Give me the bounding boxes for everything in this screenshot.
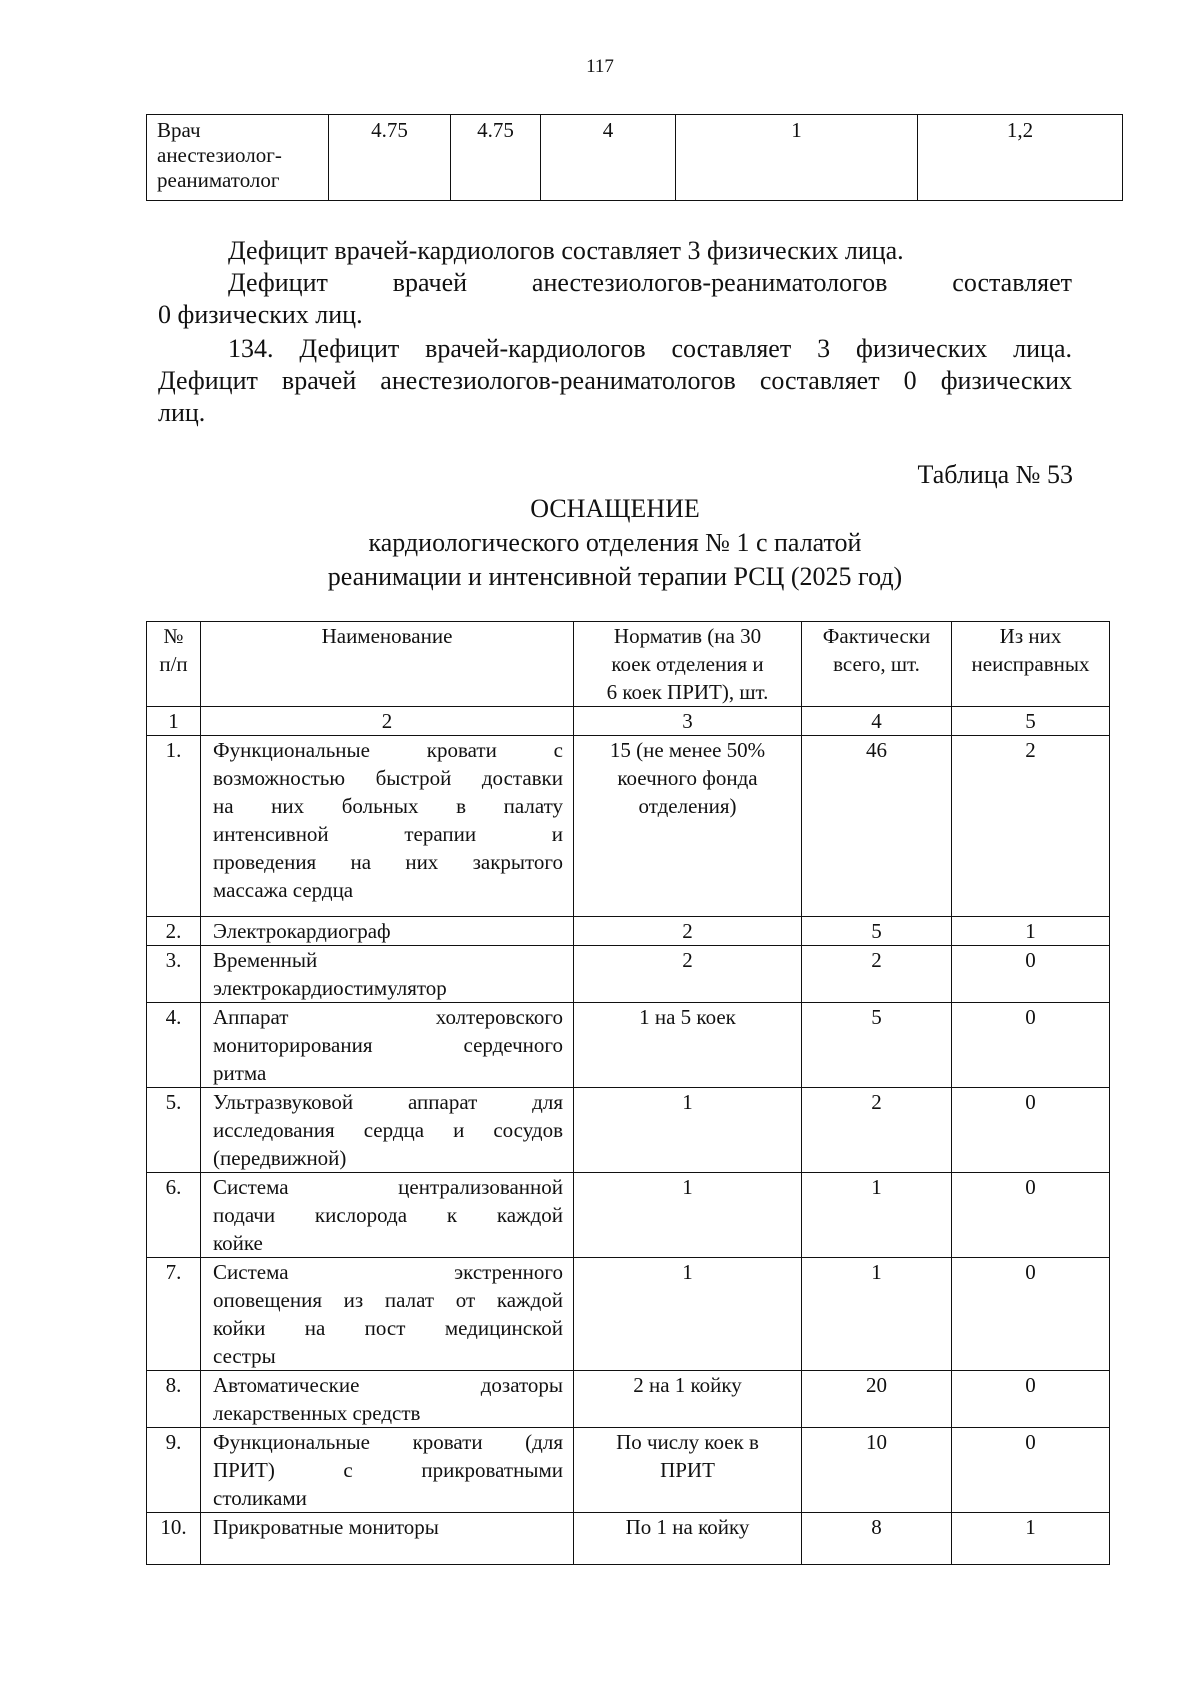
equipment-actual-count: 10	[802, 1428, 952, 1513]
paragraph-134-line3: лиц.	[158, 398, 206, 427]
equipment-faulty-count: 2	[952, 736, 1110, 917]
header-num: № п/п	[147, 622, 201, 707]
equipment-name	[201, 1428, 574, 1513]
equipment-name	[201, 1371, 574, 1428]
equipment-faulty-count: 0	[952, 1088, 1110, 1173]
equipment-actual-count: 2	[802, 1088, 952, 1173]
table-title: ОСНАЩЕНИЕ	[530, 494, 700, 523]
equipment-actual-count: 20	[802, 1371, 952, 1428]
equipment-norm-line: 15 (не менее 50%	[609, 738, 766, 762]
column-number: 5	[952, 707, 1110, 736]
equipment-name	[201, 1088, 574, 1173]
equipment-norm	[574, 1088, 802, 1173]
equipment-name	[201, 736, 574, 917]
page-number: 117	[586, 56, 614, 77]
equipment-name-line: Система экстренного	[213, 1260, 563, 1284]
equipment-faulty-count: 0	[952, 1003, 1110, 1088]
table-row	[147, 1173, 1110, 1258]
header-actual: Фактически всего, шт.	[802, 622, 952, 707]
table-row	[147, 917, 1110, 946]
equipment-name	[201, 917, 574, 946]
table-row	[147, 736, 1110, 917]
equipment-actual-count: 8	[802, 1513, 952, 1565]
paragraph-anesthesiologist-deficit-line2: 0 физических лиц.	[158, 300, 363, 329]
equipment-norm	[574, 946, 802, 1003]
row-number: 9.	[147, 1428, 201, 1513]
equipment-norm	[574, 1173, 802, 1258]
equipment-name-line: койке	[213, 1231, 263, 1255]
equipment-name-line: на них больных в палату	[213, 794, 563, 818]
equipment-name-line: массажа сердца	[213, 878, 354, 902]
equipment-name-line: лекарственных средств	[213, 1401, 421, 1425]
equipment-name	[201, 946, 574, 1003]
equipment-name-line: мониторирования сердечного	[213, 1033, 563, 1057]
equipment-name	[201, 1173, 574, 1258]
equipment-norm-line: 1	[682, 1090, 693, 1114]
equipment-norm	[574, 1513, 802, 1565]
header-norm: Норматив (на 30 коек отделения и 6 коек ПРИТ), шт.	[574, 622, 802, 707]
row-number: 10.	[147, 1513, 201, 1565]
staff-value-cell: 4.75	[451, 115, 541, 201]
table-row	[147, 1513, 1110, 1565]
row-number: 1.	[147, 736, 201, 917]
equipment-norm-line: коечного фонда	[617, 766, 758, 790]
paragraph-134-line2: Дефицит врачей анестезиологов-реаниматологов составляет 0 физических	[158, 366, 1072, 395]
equipment-name	[201, 1258, 574, 1371]
equipment-norm-line: По числу коек в	[616, 1430, 759, 1454]
staff-position-cell	[147, 115, 329, 201]
equipment-faulty-count: 1	[952, 1513, 1110, 1565]
table-row	[147, 946, 1110, 1003]
table-subtitle-line: реанимации и интенсивной терапии РСЦ (2025 год)	[327, 562, 903, 591]
equipment-faulty-count: 0	[952, 1258, 1110, 1371]
equipment-name-line: Временный	[213, 948, 318, 972]
equipment-name-line: Автоматические дозаторы	[213, 1373, 563, 1397]
column-number: 3	[574, 707, 802, 736]
equipment-norm-line: 2	[682, 948, 693, 972]
equipment-name-line: электрокардиостимулятор	[213, 976, 447, 1000]
staff-table	[146, 114, 1123, 201]
equipment-name-line: Прикроватные мониторы	[213, 1515, 439, 1539]
staff-value-cell: 4	[541, 115, 676, 201]
paragraph-anesthesiologist-deficit-line1: Дефицит врачей анестезиологов-реаниматологов составляет	[228, 268, 1072, 297]
equipment-norm	[574, 917, 802, 946]
equipment-norm	[574, 736, 802, 917]
equipment-norm-line: 1	[682, 1260, 693, 1284]
header-row	[147, 622, 1110, 707]
equipment-norm	[574, 1003, 802, 1088]
equipment-name-line: проведения на них закрытого	[213, 850, 563, 874]
equipment-faulty-count: 0	[952, 946, 1110, 1003]
equipment-actual-count: 46	[802, 736, 952, 917]
equipment-name-line: Ультразвуковой аппарат для	[213, 1090, 563, 1114]
row-number: 6.	[147, 1173, 201, 1258]
equipment-norm-line: 2	[682, 919, 693, 943]
equipment-faulty-count: 0	[952, 1428, 1110, 1513]
equipment-name-line: койки на пост медицинской	[213, 1316, 563, 1340]
staff-value-cell: 4.75	[329, 115, 451, 201]
equipment-norm-line: 1 на 5 коек	[639, 1005, 736, 1029]
table-subtitle-line: кардиологического отделения № 1 с палатой	[368, 528, 862, 557]
header-faulty: Из них неисправных	[952, 622, 1110, 707]
equipment-faulty-count: 1	[952, 917, 1110, 946]
equipment-name-line: Аппарат холтеровского	[213, 1005, 563, 1029]
equipment-name-line: подачи кислорода к каждой	[213, 1203, 563, 1227]
column-number: 1	[147, 707, 201, 736]
equipment-name	[201, 1513, 574, 1565]
paragraph-134-line1: 134. Дефицит врачей-кардиологов составляет 3 физических лица.	[228, 334, 1072, 363]
equipment-actual-count: 1	[802, 1258, 952, 1371]
row-number: 8.	[147, 1371, 201, 1428]
equipment-name-line: ПРИТ) с прикроватными	[213, 1458, 563, 1482]
equipment-norm-line: ПРИТ	[660, 1458, 715, 1482]
table-row	[147, 1371, 1110, 1428]
table-row	[147, 1003, 1110, 1088]
staff-position-line: анестезиолог-	[157, 143, 282, 167]
row-number: 5.	[147, 1088, 201, 1173]
equipment-table	[146, 621, 1110, 1565]
equipment-table-body	[147, 736, 1110, 1565]
equipment-actual-count: 1	[802, 1173, 952, 1258]
equipment-actual-count: 5	[802, 917, 952, 946]
staff-table-row	[147, 115, 1123, 201]
staff-value-cell: 1,2	[918, 115, 1123, 201]
staff-value-cell: 1	[676, 115, 918, 201]
table-row	[147, 1428, 1110, 1513]
equipment-name-line: интенсивной терапии и	[213, 822, 563, 846]
equipment-name-line: исследования сердца и сосудов	[213, 1118, 563, 1142]
table-number-label: Таблица № 53	[917, 460, 1073, 489]
table-row	[147, 1088, 1110, 1173]
staff-position-line: реаниматолог	[157, 168, 280, 192]
equipment-norm-line: 2 на 1 койку	[633, 1373, 742, 1397]
equipment-name-line: Функциональные кровати с	[213, 738, 563, 762]
row-number: 4.	[147, 1003, 201, 1088]
header-name: Наименование	[201, 622, 574, 707]
column-number: 4	[802, 707, 952, 736]
equipment-norm	[574, 1258, 802, 1371]
equipment-norm-line: отделения)	[638, 794, 737, 818]
row-number: 3.	[147, 946, 201, 1003]
equipment-faulty-count: 0	[952, 1173, 1110, 1258]
equipment-norm	[574, 1371, 802, 1428]
equipment-name-line: столиками	[213, 1486, 307, 1510]
row-number: 7.	[147, 1258, 201, 1371]
equipment-name-line: сестры	[213, 1344, 276, 1368]
equipment-faulty-count: 0	[952, 1371, 1110, 1428]
equipment-actual-count: 2	[802, 946, 952, 1003]
equipment-name-line: Система централизованной	[213, 1175, 563, 1199]
staff-position-line: Врач	[157, 118, 201, 142]
equipment-name-line: Функциональные кровати (для	[213, 1430, 563, 1454]
table-row	[147, 1258, 1110, 1371]
equipment-name-line: (передвижной)	[213, 1146, 347, 1170]
equipment-norm	[574, 1428, 802, 1513]
equipment-name-line: возможностью быстрой доставки	[213, 766, 563, 790]
row-number: 2.	[147, 917, 201, 946]
equipment-name-line: оповещения из палат от каждой	[213, 1288, 563, 1312]
equipment-name-line: ритма	[213, 1061, 267, 1085]
column-number-row	[147, 707, 1110, 736]
equipment-norm-line: 1	[682, 1175, 693, 1199]
equipment-name	[201, 1003, 574, 1088]
paragraph-cardiologist-deficit: Дефицит врачей-кардиологов составляет 3 физических лица.	[228, 236, 904, 265]
equipment-actual-count: 5	[802, 1003, 952, 1088]
equipment-name-line: Электрокардиограф	[213, 919, 391, 943]
equipment-norm-line: По 1 на койку	[625, 1515, 750, 1539]
column-number: 2	[201, 707, 574, 736]
